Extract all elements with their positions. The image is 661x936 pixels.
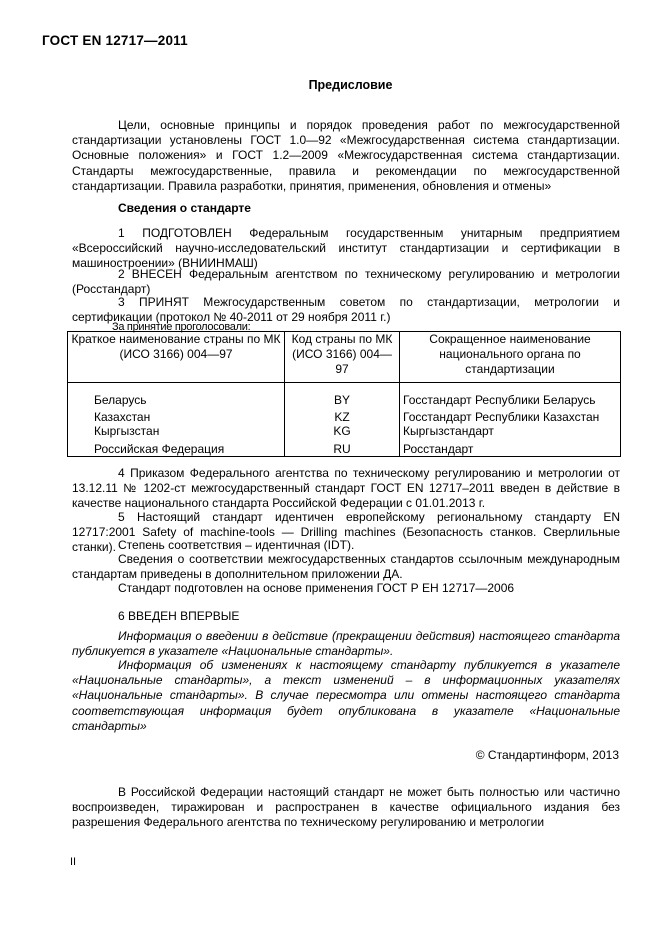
reproduction-notice: В Российской Федерации настоящий стандарт не может быть полностью или частично воспроизведен, тиражирован и распространен в качестве официального издания без разрешения Федерального агентства по техническому регулированию и метрологии [72, 785, 620, 830]
national-body: Росстандарт [400, 439, 621, 457]
page-number: II [70, 856, 77, 868]
country-code: BY [285, 383, 400, 408]
table-row [68, 424, 621, 439]
table-row [68, 383, 621, 408]
info-introduction: Информация о введении в действие (прекращении действия) настоящего стандарта публикуется в указателе «Национальные стандарты». [72, 629, 620, 659]
item-5-basis: Стандарт подготовлен на основе применения ГОСТ Р ЕН 12717—2006 [118, 581, 515, 595]
voted-label: За принятие проголосовали: [112, 321, 251, 333]
country-code: KZ [285, 408, 400, 425]
item-4: 4 Приказом Федерального агентства по техническому регулированию и метрологии от 13.12.11 № 1202-ст межгосударственный стандарт ГОСТ EN 12717–2011 введен в действие в качестве национального стандарта Российской Федерации с 01.01.2013 г. [72, 466, 620, 511]
country-name: Казахстан [68, 408, 285, 425]
country-code: RU [285, 439, 400, 457]
table-header-cell: Сокращенное наименование национального органа по стандартизации [400, 332, 621, 383]
info-changes: Информация об изменениях к настоящему стандарту публикуется в указателе «Национальные стандарты», а текст изменений – в информационных указателях «Национальные стандарты». В случае пересмотра или отмены настоящего стандарта соответствующая информация будет опубликована в указателе «Национальные стандарты» [72, 658, 620, 733]
item-1: 1 ПОДГОТОВЛЕН Федеральным государственным унитарным предприятием «Всероссийский научно-исследовательский институт стандартизации и сертификации в машиностроении» (ВНИИНМАШ) [72, 226, 620, 271]
table-header-cell: Краткое наименование страны по МК (ИСО 3166) 004—97 [68, 332, 285, 383]
table-row [68, 408, 621, 425]
national-body: Госстандарт Республики Беларусь [400, 383, 621, 408]
intro-paragraph: Цели, основные принципы и порядок проведения работ по межгосударственной стандартизации установлены ГОСТ 1.0—92 «Межгосударственная система стандартизации. Основные положения» и ГОСТ 1.2—2009 «Межгосударственная система стандартизации. Стандарты межгосударственные, правила и рекомендации по межгосударственной стандартизации. Правила разработки, принятия, применения, обновления и отмены» [72, 118, 620, 193]
table-row [68, 439, 621, 457]
country-code: KG [285, 424, 400, 439]
table-header-row [68, 332, 621, 383]
copyright: © Стандартинформ, 2013 [475, 748, 619, 762]
item-2: 2 ВНЕСЕН Федеральным агентством по техническому регулированию и метрологии (Росстандарт) [72, 267, 620, 297]
table-header-cell: Код страны по МК (ИСО 3166) 004—97 [285, 332, 400, 383]
voting-table [67, 331, 621, 457]
section-title: Сведения о стандарте [118, 201, 251, 215]
page-title: Предисловие [308, 78, 393, 92]
country-name: Беларусь [68, 383, 285, 408]
national-body: Госстандарт Республики Казахстан [400, 408, 621, 425]
national-body: Кыргызстандарт [400, 424, 621, 439]
country-name: Российская Федерация [68, 439, 285, 457]
item-6: 6 ВВЕДЕН ВПЕРВЫЕ [118, 609, 240, 623]
document-header: ГОСТ EN 12717—2011 [42, 33, 188, 48]
item-5-degree: Степень соответствия – идентичная (IDT). [118, 538, 355, 552]
item-3: 3 ПРИНЯТ Межгосударственным советом по стандартизации, метрологии и сертификации (протокол № 40-2011 от 29 ноября 2011 г.) [72, 295, 620, 325]
item-5: 5 Настоящий стандарт идентичен европейскому региональному стандарту EN 12717:2001 Safety of machine-tools — Drilling machines (Безопасность станков. Сверлильные станки). [72, 510, 620, 555]
country-name: Кыргызстан [68, 424, 285, 439]
item-5-refs: Сведения о соответствии межгосударственных стандартов ссылочным международным стандартам приведены в дополнительном приложении ДА. [72, 552, 620, 582]
